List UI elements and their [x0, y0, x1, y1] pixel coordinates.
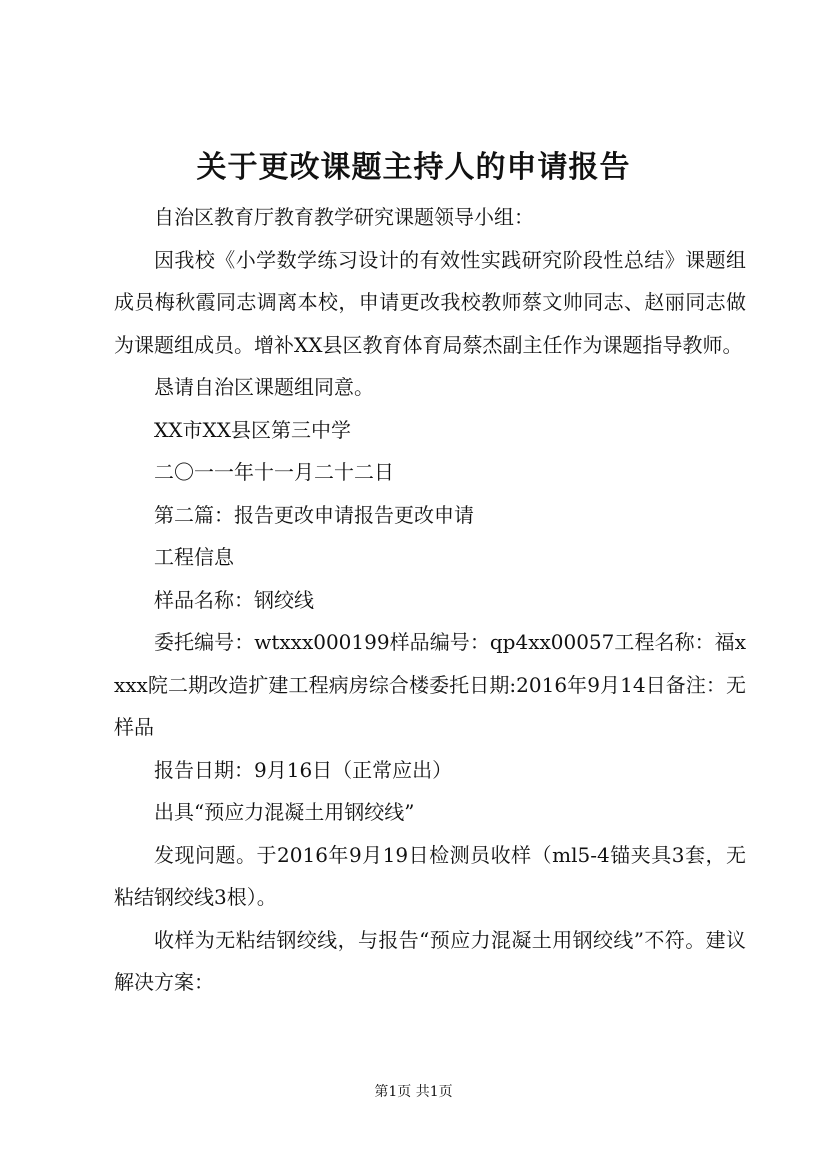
commission-info-paragraph: 委托编号：wtxxx000199样品编号：qp4xx00057工程名称：福xxxx院二期改造扩建工程病房综合楼委托日期:2016年9月14日备注：无样品	[114, 630, 746, 739]
document-body	[114, 196, 746, 1004]
document-date: 二〇一一年十一月二十二日	[154, 460, 394, 484]
document-title: 关于更改课题主持人的申请报告	[196, 150, 631, 185]
school-name: XX市XX县区第三中学	[154, 417, 351, 442]
closing-request-paragraph: 恳请自治区课题组同意。	[154, 375, 374, 399]
issued-report-paragraph: 出具“预应力混凝土用钢绞线”	[154, 800, 415, 824]
solution-paragraph: 收样为无粘结钢绞线，与报告“预应力混凝土用钢绞线”不符。建议解决方案：	[114, 927, 746, 994]
sample-name-paragraph: 样品名称：钢绞线	[154, 587, 314, 612]
problem-found-paragraph: 发现问题。于2016年9月19日检测员收样（ml5-4锚夹具3套，无粘结钢绞线3根）。	[114, 842, 746, 909]
request-paragraph: 因我校《小学数学练习设计的有效性实践研究阶段性总结》课题组成员梅秋霞同志调离本校，申请更改我校教师蔡文帅同志、赵丽同志做为课题组成员。增补XX县区教育体育局蔡杰副主任作为课题指导教师。	[114, 247, 746, 357]
salutation-paragraph: 自治区教育厅教育教学研究课题领导小组：	[154, 205, 534, 229]
report-date-paragraph: 报告日期：9月16日（正常应出）	[154, 757, 453, 782]
section-heading: 第二篇：报告更改申请报告更改申请	[154, 502, 474, 527]
project-info-heading: 工程信息	[154, 545, 234, 569]
page-footer: 第1页 共1页	[374, 1084, 453, 1100]
